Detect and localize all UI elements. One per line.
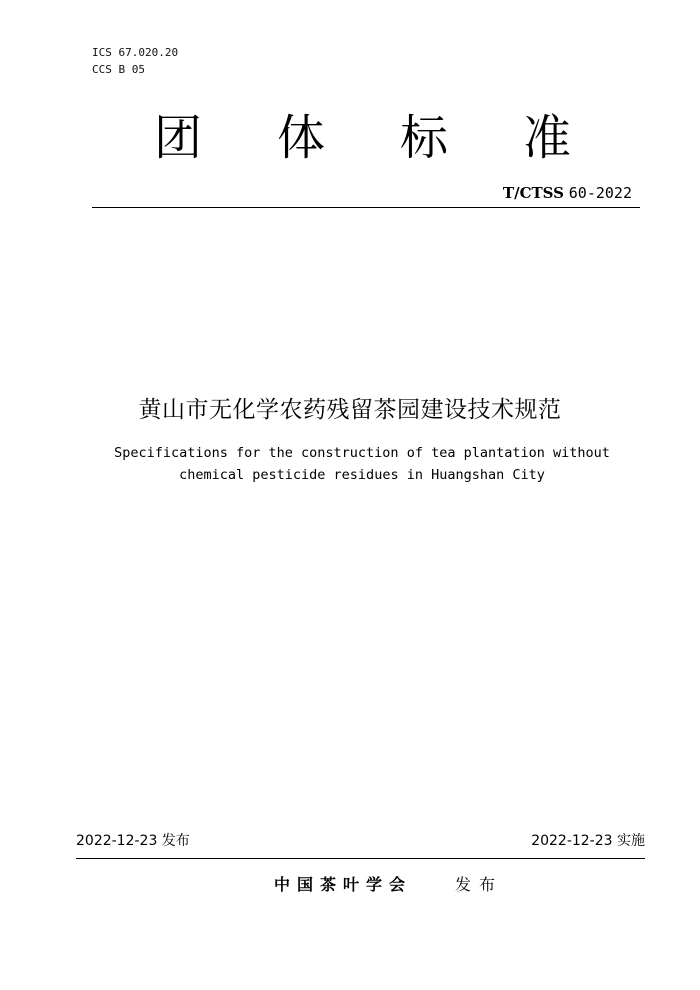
english-title-line-2: chemical pesticide residues in Huangshan City — [179, 467, 545, 483]
ccs-code: CCS B 05 — [92, 63, 145, 76]
document-type-heading — [0, 108, 700, 168]
english-title — [0, 442, 700, 486]
issuing-organization: 中国茶叶学会 — [274, 875, 413, 894]
chinese-title: 黄山市无化学农药残留茶园建设技术规范 — [138, 397, 562, 423]
heading-char-2: 体 — [277, 110, 326, 166]
standard-number — [503, 184, 632, 202]
issue-date: 2022-12-23 发布 — [76, 833, 190, 849]
heading-char-4: 准 — [523, 110, 572, 166]
header-rule — [92, 207, 640, 208]
standard-code: 60-2022 — [568, 184, 632, 202]
ics-code: ICS 67.020.20 — [92, 46, 179, 59]
footer-rule — [76, 858, 645, 859]
heading-char-1: 团 — [154, 110, 203, 166]
issue-label: 发布 — [455, 875, 504, 894]
heading-char-3: 标 — [400, 110, 449, 166]
implementation-date: 2022-12-23 实施 — [531, 833, 645, 849]
english-title-line-1: Specifications for the construction of tea plantation without — [114, 445, 610, 461]
standard-prefix: T/CTSS — [502, 184, 564, 202]
